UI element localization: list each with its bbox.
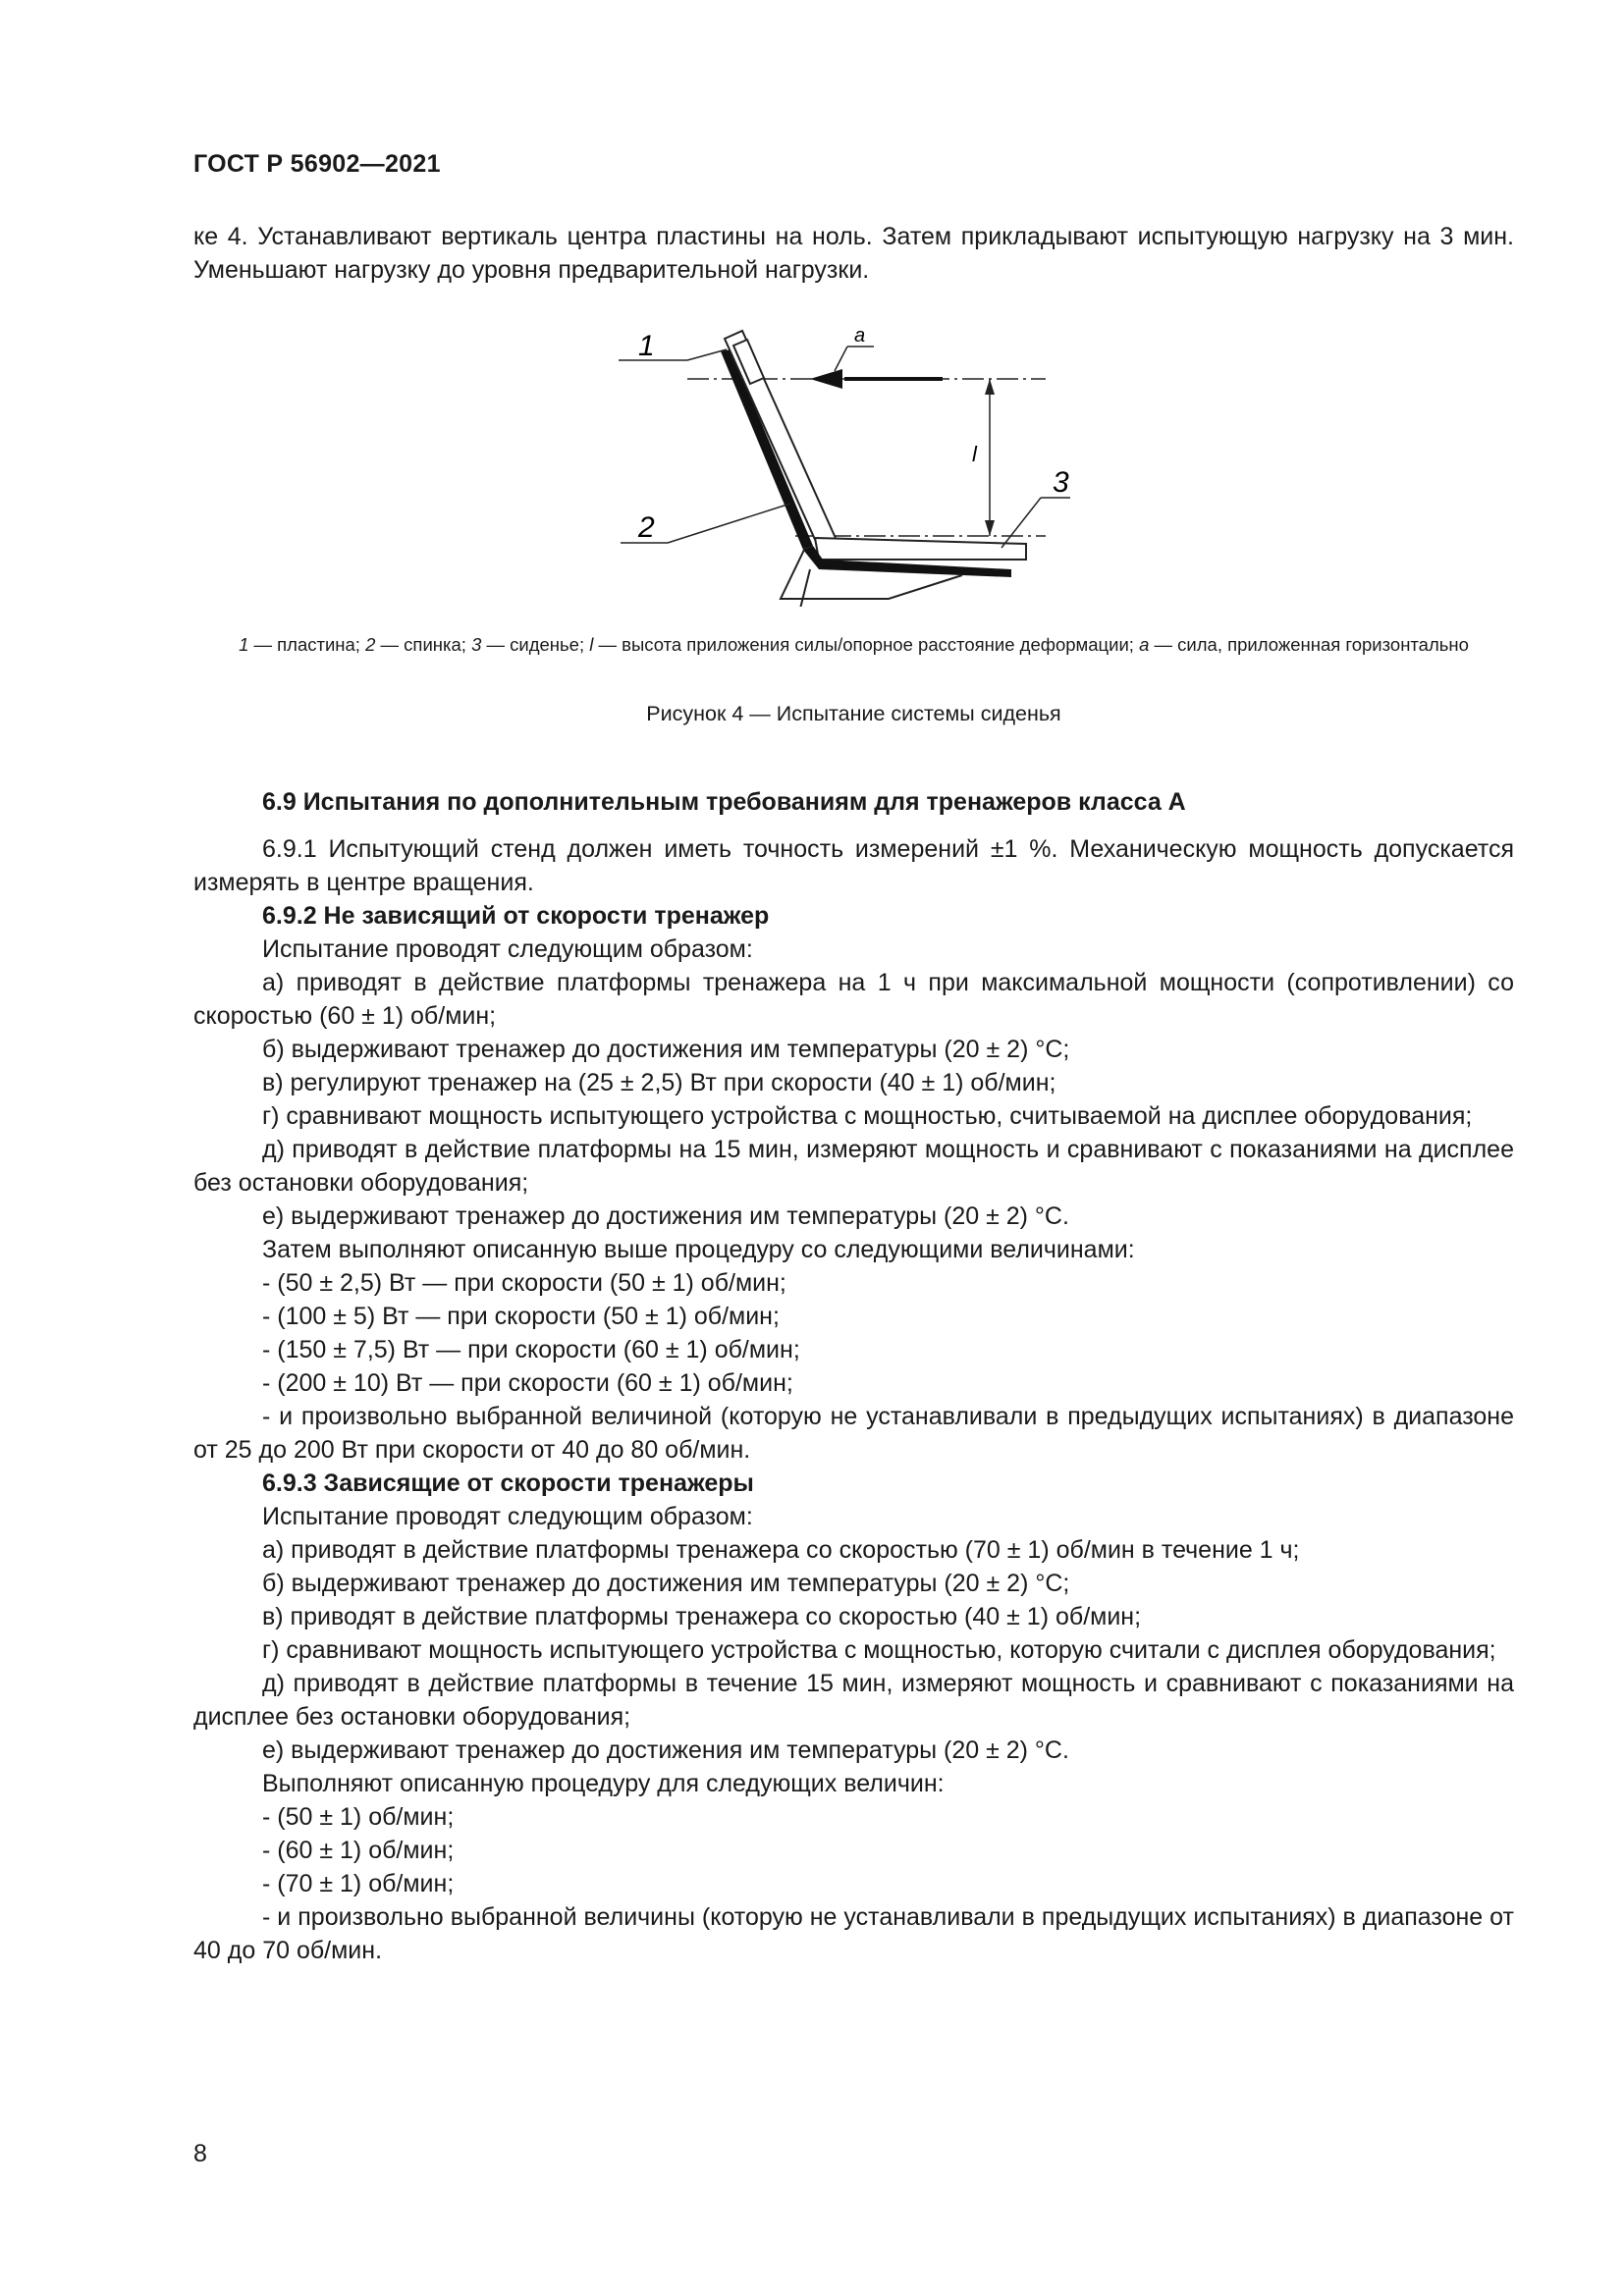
paragraph: б) выдерживают тренажер до достижения им температуры (20 ± 2) °С; [262,1036,1070,1063]
subsection-heading: 6.9.2 Не зависящий от скорости тренажер [262,902,770,930]
paragraph: г) сравнивают мощность испытующего устройства с мощностью, которую считали с дисплея оборудования; [262,1636,1496,1664]
dimension-arrow-top [985,379,995,395]
label-3-leader [1001,498,1041,548]
paragraph: г) сравнивают мощность испытующего устройства с мощностью, считываемой на дисплее оборудования; [262,1102,1473,1130]
paragraph: - (50 ± 2,5) Вт — при скорости (50 ± 1) об/мин; [262,1269,786,1297]
paragraph: - (60 ± 1) об/мин; [262,1837,455,1864]
paragraph: Испытание проводят следующим образом: [262,1503,753,1530]
paragraph: Испытание проводят следующим образом: [262,935,753,963]
intro-paragraph: ке 4. Устанавливают вертикаль центра пластины на ноль. Затем прикладывают испытующую нагрузку на 3 мин. Уменьшают нагрузку до уровня предварительной нагрузки. [193,223,1514,284]
paragraph: е) выдерживают тренажер до достижения им температуры (20 ± 2) °С. [262,1202,1069,1230]
paragraph: - (100 ± 5) Вт — при скорости (50 ± 1) об/мин; [262,1303,780,1330]
figure-seat-test [609,312,1080,607]
paragraph: - и произвольно выбранной величины (которую не устанавливали в предыдущих испытаниях) в диапазоне от 40 до 70 об/мин. [193,1903,1514,1964]
paragraph: - (200 ± 10) Вт — при скорости (60 ± 1) об/мин; [262,1369,793,1397]
dimension-arrow-bottom [985,520,995,536]
paragraph: д) приводят в действие платформы в течение 15 мин, измеряют мощность и сравнивают с показаниями на дисплее без остановки оборудования; [193,1670,1514,1731]
paragraph: в) регулируют тренажер на (25 ± 2,5) Вт при скорости (40 ± 1) об/мин; [262,1069,1056,1096]
paragraph: Затем выполняют описанную выше процедуру со следующими величинами: [262,1236,1135,1263]
force-label-leader [835,347,847,371]
figure-caption: Рисунок 4 — Испытание системы сиденья [646,702,1061,725]
paragraph: д) приводят в действие платформы на 15 мин, измеряют мощность и сравнивают с показаниями на дисплее без остановки оборудования; [193,1136,1514,1197]
paragraph: - (70 ± 1) об/мин; [262,1870,455,1897]
section-title: 6.9 Испытания по дополнительным требованиям для тренажеров класса А [262,788,1186,816]
paragraph: 6.9.1 Испытующий стенд должен иметь точность измерений ±1 %. Механическую мощность допускается измерять в центре вращения. [193,835,1514,896]
label-1-leader [687,349,727,360]
legend-key: 1 [239,634,249,655]
seat-diagram [609,312,1080,607]
paragraph: - и произвольно выбранной величиной (которую не устанавливали в предыдущих испытаниях) в диапазоне от 25 до 200 Вт при скорости от 40 до 80 об/мин. [193,1403,1514,1464]
paragraph: е) выдерживают тренажер до достижения им температуры (20 ± 2) °С. [262,1736,1069,1764]
figure-legend: 1 — пластина; 2 — спинка; 3 — сиденье; l — высота приложения силы/опорное расстояние деформации; a — сила, приложенная горизонтально [239,634,1469,655]
paragraph: а) приводят в действие платформы тренажера со скоростью (70 ± 1) об/мин в течение 1 ч; [262,1536,1300,1564]
label-a: a [854,325,866,347]
section-6-9 [193,785,1514,1967]
base [785,575,962,599]
paragraph: - (50 ± 1) об/мин; [262,1803,455,1831]
paragraph: в) приводят в действие платформы тренажера со скоростью (40 ± 1) об/мин; [262,1603,1142,1630]
paragraph: б) выдерживают тренажер до достижения им температуры (20 ± 2) °С; [262,1570,1070,1597]
label-l: l [972,442,977,466]
section-body [193,832,1514,1967]
label-2-leader [668,504,790,543]
force-arrow-head [810,369,842,389]
page-number: 8 [193,2140,207,2167]
paragraph: а) приводят в действие платформы тренажера на 1 ч при максимальной мощности (сопротивлении) со скоростью (60 ± 1) об/мин; [193,969,1514,1030]
paragraph: Выполняют описанную процедуру для следующих величин: [262,1770,945,1797]
label-2: 2 [638,511,655,544]
subsection-heading: 6.9.3 Зависящие от скорости тренажеры [262,1469,754,1497]
label-1: 1 [638,330,655,362]
document-header: ГОСТ Р 56902—2021 [193,150,441,178]
label-3: 3 [1053,466,1069,499]
paragraph: - (150 ± 7,5) Вт — при скорости (60 ± 1) об/мин; [262,1336,800,1363]
seat [815,538,1026,560]
